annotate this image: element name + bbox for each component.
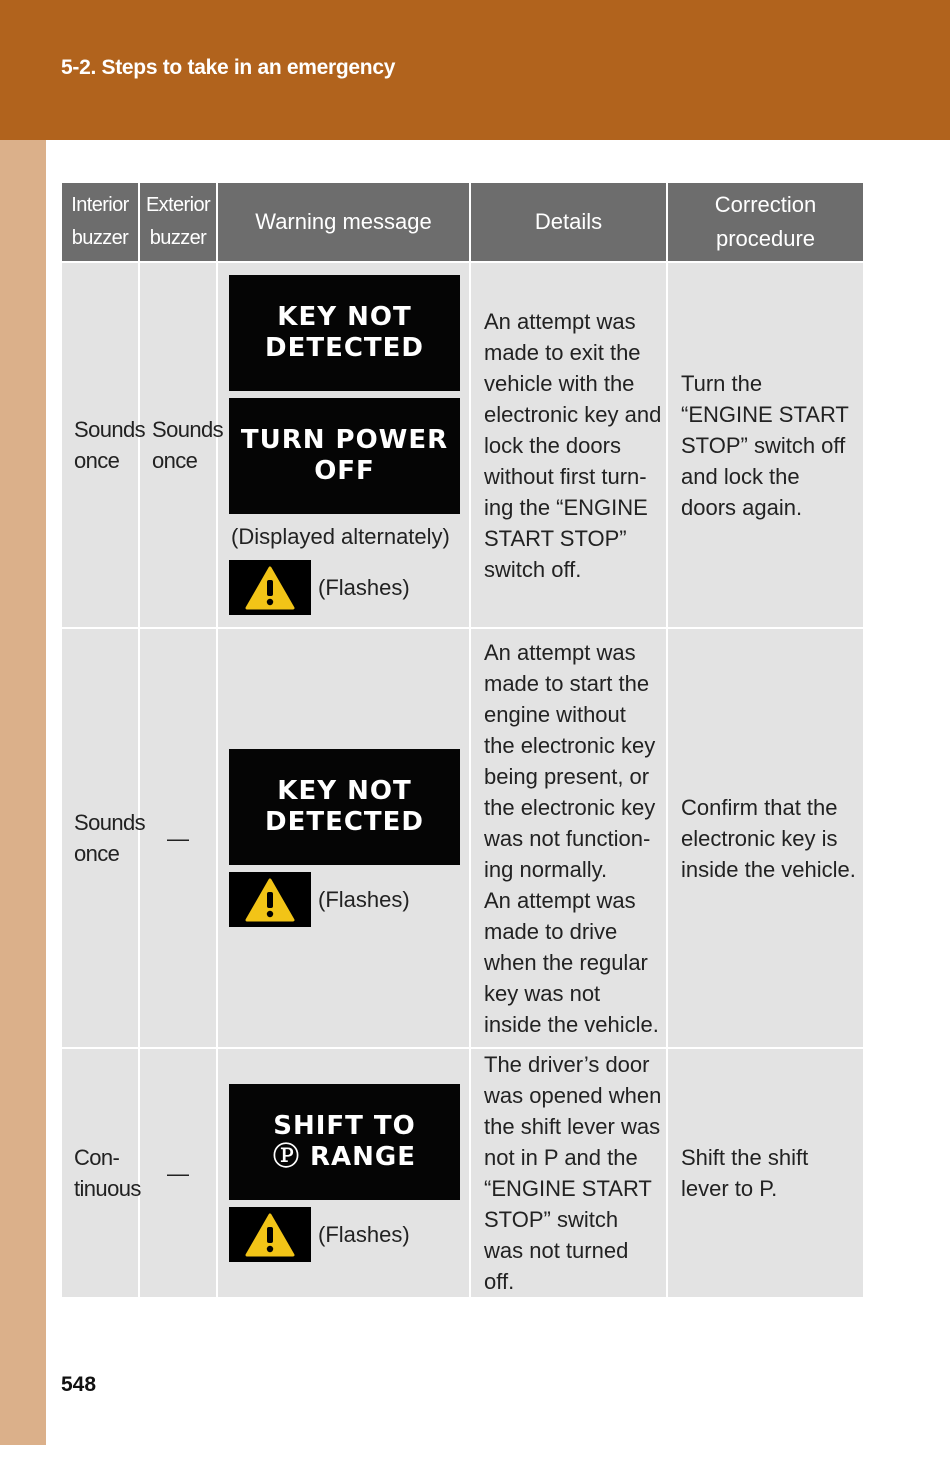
correction-cell: Shift the shift lever to P. [667,1048,864,1298]
warning-triangle-icon [229,560,311,615]
exterior-buzzer-cell: — [139,628,217,1048]
correction-cell: Confirm that the electronic key is inside the vehicle. [667,628,864,1048]
flash-label: (Flashes) [318,575,410,600]
warning-message-cell [217,262,470,628]
details-cell: The driver’s door was opened when the shift lever was not in P and the “ENGINE START STOP” switch was not turned off. [470,1048,667,1298]
column-header-correction-procedure: Correction procedure [667,182,864,262]
column-header-interior-buzzer: Interior buzzer [61,182,139,262]
exterior-buzzer-cell: Sounds once [139,262,217,628]
table-row [61,628,864,1048]
table-row [61,262,864,628]
warning-message-cell [217,1048,470,1298]
table-header-row [61,182,864,262]
display-shift-to-p-range: SHIFT TO Ⓟ RANGE [229,1084,460,1200]
side-tab [0,140,46,1444]
column-header-warning-message: Warning message [217,182,470,262]
flash-label: (Flashes) [318,1222,410,1247]
interior-buzzer-cell: Sounds once [61,262,139,628]
display-key-not-detected: KEY NOT DETECTED [229,749,460,865]
display-turn-power-off: TURN POWER OFF [229,398,460,514]
page-header [0,0,950,140]
display-key-not-detected: KEY NOT DETECTED [229,275,460,391]
warning-triangle-icon [229,872,311,927]
flash-label: (Flashes) [318,887,410,912]
table-row [61,1048,864,1298]
exterior-buzzer-cell: — [139,1048,217,1298]
interior-buzzer-cell: Sounds once [61,628,139,1048]
interior-buzzer-cell: Con- tinuous [61,1048,139,1298]
warning-table [60,181,865,1299]
warning-triangle-icon [229,1207,311,1262]
details-cell: An attempt was made to exit the vehicle with the electronic key and lock the doors without first turn- ing the “ENGINE START STOP” switch off. [470,262,667,628]
column-header-details: Details [470,182,667,262]
flash-indicator [229,1207,461,1262]
warning-message-cell [217,628,470,1048]
details-text-2: An attempt was made to drive when the regular key was not inside the vehicle. [484,887,659,1037]
display-note: (Displayed alternately) [231,524,450,549]
details-text: An attempt was made to start the engine without the electronic key being present, or the electronic key was not function- ing normally. [484,639,656,882]
page-corner [0,1444,46,1464]
section-title: 5-2. Steps to take in an emergency [61,56,396,79]
details-cell [470,628,667,1048]
flash-indicator [229,872,461,927]
correction-cell: Turn the “ENGINE START STOP” switch off and lock the doors again. [667,262,864,628]
flash-indicator [229,560,461,615]
page-number: 548 [61,1373,97,1396]
column-header-exterior-buzzer: Exterior buzzer [139,182,217,262]
